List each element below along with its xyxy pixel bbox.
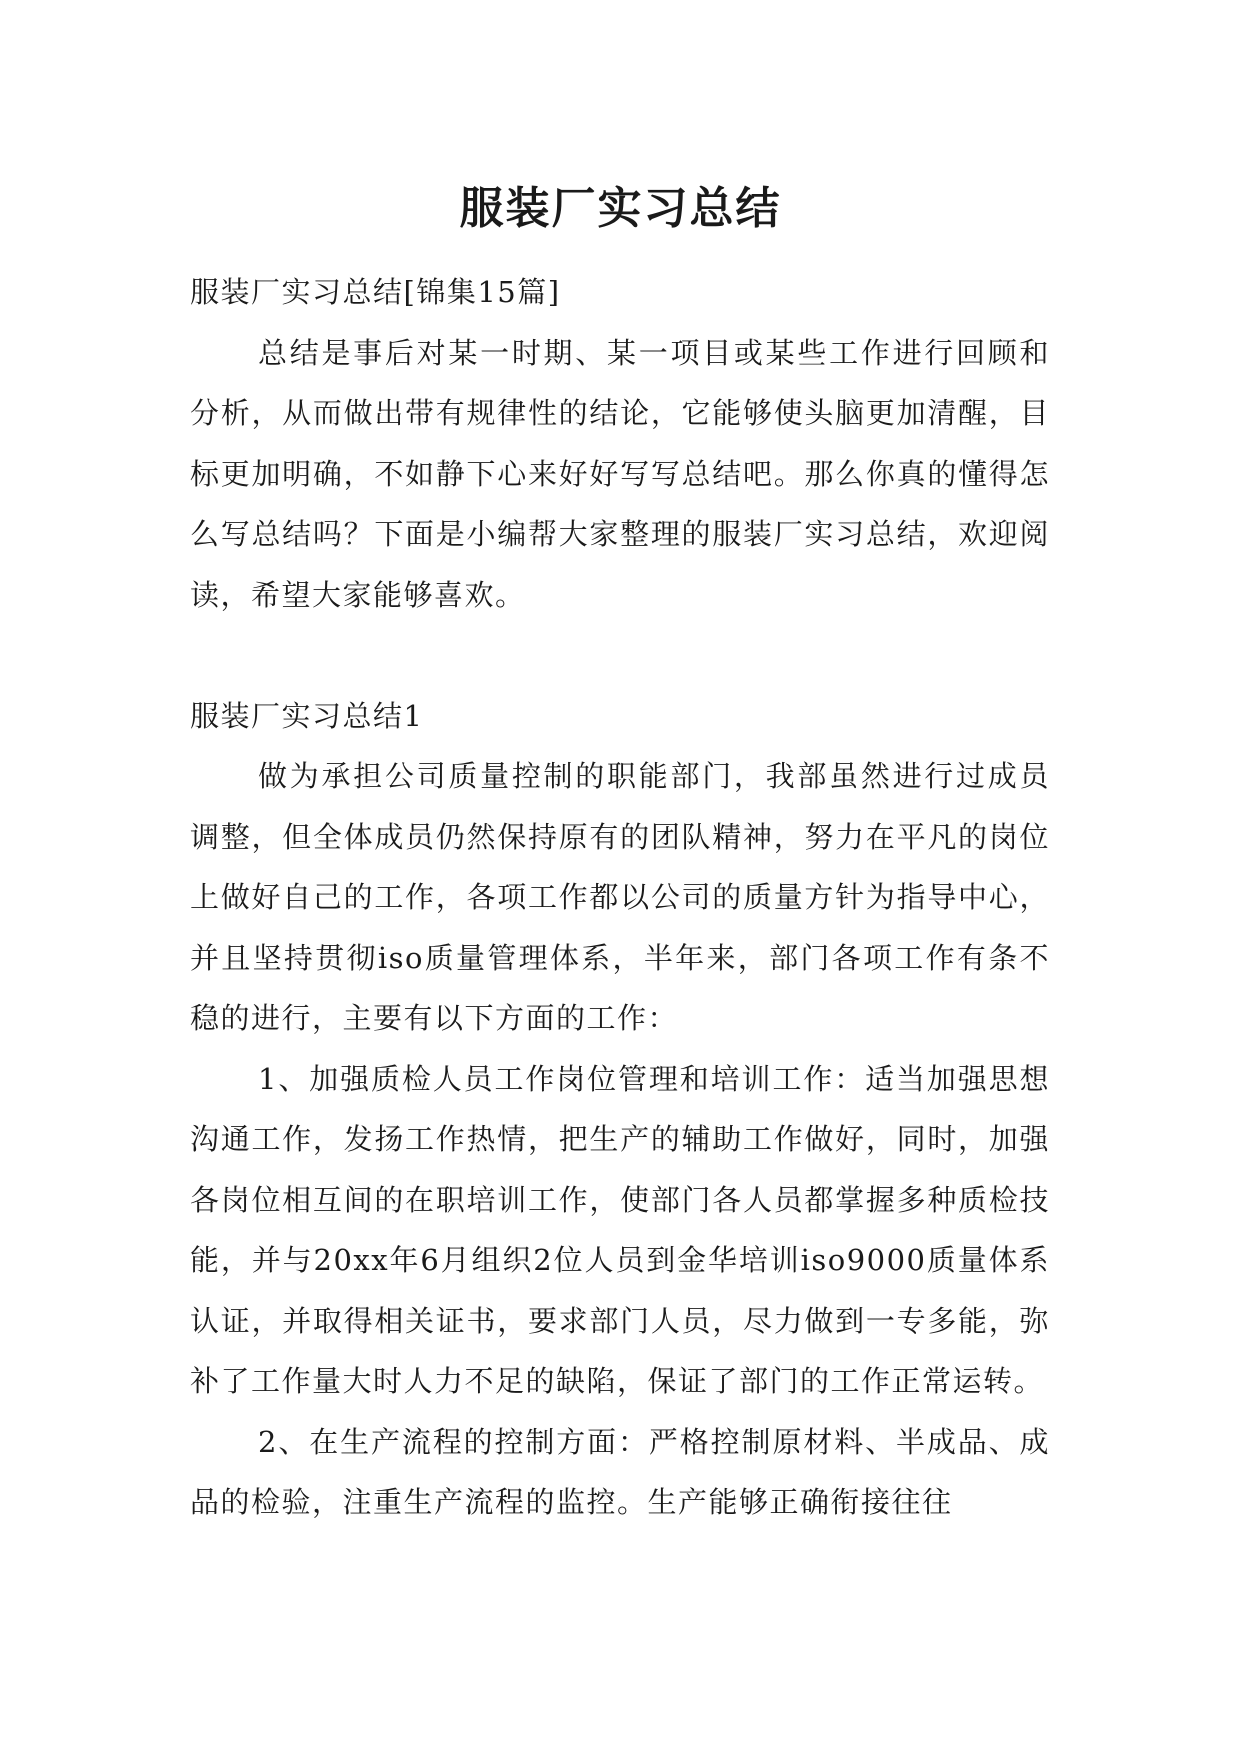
section-spacer: [190, 625, 1050, 686]
body-paragraph: 1、加强质检人员工作岗位管理和培训工作：适当加强思想沟通工作，发扬工作热情，把生产的辅助工作做好，同时，加强各岗位相互间的在职培训工作，使部门各人员都掌握多种质检技能，并与20xx年6月组织2位人员到金华培训iso9000质量体系认证，并取得相关证书，要求部门人员，尽力做到一专多能，弥补了工作量大时人力不足的缺陷，保证了部门的工作正常运转。: [190, 1061, 1050, 1398]
document-title: 服装厂实习总结: [459, 183, 782, 235]
intro-paragraph: 总结是事后对某一时期、某一项目或某些工作进行回顾和分析，从而做出带有规律性的结论，它能够使头脑更加清醒，目标更加明确，不如静下心来好好写写总结吧。那么你真的懂得怎么写总结吗？下面是小编帮大家整理的服装厂实习总结，欢迎阅读，希望大家能够喜欢。: [190, 335, 1050, 612]
document-subtitle: 服装厂实习总结[锦集15篇]: [190, 275, 561, 309]
document-body: [190, 262, 1050, 1533]
body-paragraph: 2、在生产流程的控制方面：严格控制原材料、半成品、成品的检验，注重生产流程的监控。生产能够正确衔接往往: [190, 1424, 1050, 1519]
body-paragraph: 做为承担公司质量控制的职能部门，我部虽然进行过成员调整，但全体成员仍然保持原有的团队精神，努力在平凡的岗位上做好自己的工作，各项工作都以公司的质量方针为指导中心，并且坚持贯彻iso质量管理体系，半年来，部门各项工作有条不稳的进行，主要有以下方面的工作：: [190, 759, 1050, 1035]
section-heading: 服装厂实习总结1: [190, 698, 424, 733]
